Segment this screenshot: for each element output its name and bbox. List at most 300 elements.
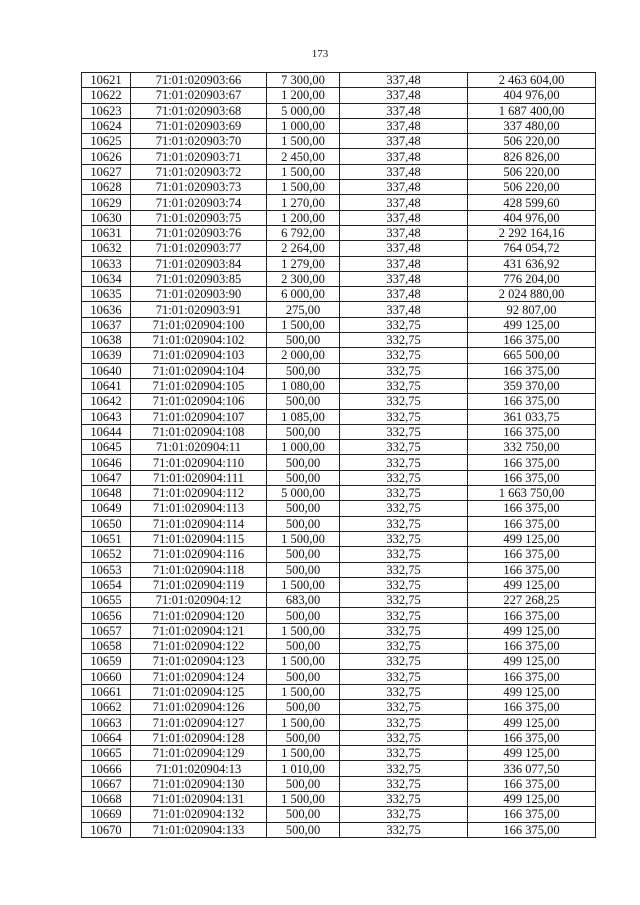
cadastral-number-cell: 71:01:020904:122: [131, 638, 267, 653]
value-cell: 2 024 880,00: [468, 287, 596, 302]
area-cell: 500,00: [267, 394, 340, 409]
area-cell: 1 200,00: [267, 210, 340, 225]
rate-cell: 332,75: [340, 669, 468, 684]
rate-cell: 332,75: [340, 638, 468, 653]
area-cell: 500,00: [267, 730, 340, 745]
row-number-cell: 10633: [82, 256, 131, 271]
rate-cell: 332,75: [340, 623, 468, 638]
area-cell: 1 279,00: [267, 256, 340, 271]
cadastral-number-cell: 71:01:020904:131: [131, 791, 267, 806]
table-row: [82, 225, 596, 240]
table-row: [82, 684, 596, 699]
area-cell: 1 000,00: [267, 118, 340, 133]
cadastral-number-cell: 71:01:020904:11: [131, 440, 267, 455]
cadastral-number-cell: 71:01:020903:84: [131, 256, 267, 271]
area-cell: 500,00: [267, 807, 340, 822]
row-number-cell: 10629: [82, 195, 131, 210]
table-row: [82, 654, 596, 669]
cadastral-number-cell: 71:01:020903:66: [131, 73, 267, 88]
row-number-cell: 10638: [82, 333, 131, 348]
area-cell: 500,00: [267, 333, 340, 348]
table-row: [82, 608, 596, 623]
table-row: [82, 807, 596, 822]
area-cell: 683,00: [267, 593, 340, 608]
table-row: [82, 486, 596, 501]
area-cell: 1 500,00: [267, 180, 340, 195]
table-row: [82, 776, 596, 791]
value-cell: 506 220,00: [468, 164, 596, 179]
row-number-cell: 10625: [82, 134, 131, 149]
row-number-cell: 10627: [82, 164, 131, 179]
row-number-cell: 10622: [82, 88, 131, 103]
table-row: [82, 363, 596, 378]
value-cell: 166 375,00: [468, 333, 596, 348]
row-number-cell: 10667: [82, 776, 131, 791]
cadastral-number-cell: 71:01:020904:108: [131, 424, 267, 439]
cadastral-number-cell: 71:01:020904:111: [131, 470, 267, 485]
value-cell: 166 375,00: [468, 424, 596, 439]
table-row: [82, 761, 596, 776]
rate-cell: 337,48: [340, 287, 468, 302]
rate-cell: 337,48: [340, 164, 468, 179]
cadastral-number-cell: 71:01:020903:71: [131, 149, 267, 164]
value-cell: 166 375,00: [468, 822, 596, 837]
area-cell: 500,00: [267, 608, 340, 623]
table-row: [82, 531, 596, 546]
value-cell: 166 375,00: [468, 547, 596, 562]
row-number-cell: 10636: [82, 302, 131, 317]
row-number-cell: 10641: [82, 378, 131, 393]
value-cell: 166 375,00: [468, 730, 596, 745]
table-row: [82, 424, 596, 439]
value-cell: 359 370,00: [468, 378, 596, 393]
rate-cell: 332,75: [340, 531, 468, 546]
value-cell: 506 220,00: [468, 180, 596, 195]
area-cell: 6 000,00: [267, 287, 340, 302]
value-cell: 499 125,00: [468, 623, 596, 638]
rate-cell: 332,75: [340, 684, 468, 699]
area-cell: 500,00: [267, 822, 340, 837]
row-number-cell: 10631: [82, 225, 131, 240]
cadastral-number-cell: 71:01:020904:107: [131, 409, 267, 424]
table-row: [82, 134, 596, 149]
cadastral-number-cell: 71:01:020904:124: [131, 669, 267, 684]
cadastral-number-cell: 71:01:020904:115: [131, 531, 267, 546]
rate-cell: 332,75: [340, 715, 468, 730]
value-cell: 337 480,00: [468, 118, 596, 133]
value-cell: 2 292 164,16: [468, 225, 596, 240]
area-cell: 500,00: [267, 700, 340, 715]
table-row: [82, 103, 596, 118]
value-cell: 166 375,00: [468, 807, 596, 822]
row-number-cell: 10632: [82, 241, 131, 256]
table-row: [82, 271, 596, 286]
rate-cell: 332,75: [340, 394, 468, 409]
row-number-cell: 10647: [82, 470, 131, 485]
area-cell: 500,00: [267, 501, 340, 516]
area-cell: 7 300,00: [267, 73, 340, 88]
value-cell: 92 807,00: [468, 302, 596, 317]
area-cell: 1 000,00: [267, 440, 340, 455]
row-number-cell: 10634: [82, 271, 131, 286]
cadastral-number-cell: 71:01:020904:102: [131, 333, 267, 348]
row-number-cell: 10651: [82, 531, 131, 546]
cadastral-number-cell: 71:01:020904:104: [131, 363, 267, 378]
table-row: [82, 378, 596, 393]
value-cell: 665 500,00: [468, 348, 596, 363]
row-number-cell: 10656: [82, 608, 131, 623]
cadastral-number-cell: 71:01:020903:75: [131, 210, 267, 225]
rate-cell: 332,75: [340, 608, 468, 623]
value-cell: 499 125,00: [468, 791, 596, 806]
table-row: [82, 180, 596, 195]
table-row: [82, 593, 596, 608]
rate-cell: 337,48: [340, 118, 468, 133]
row-number-cell: 10669: [82, 807, 131, 822]
rate-cell: 332,75: [340, 791, 468, 806]
row-number-cell: 10646: [82, 455, 131, 470]
cadastral-number-cell: 71:01:020904:106: [131, 394, 267, 409]
cadastral-number-cell: 71:01:020904:105: [131, 378, 267, 393]
table-row: [82, 333, 596, 348]
cadastral-number-cell: 71:01:020904:123: [131, 654, 267, 669]
row-number-cell: 10662: [82, 700, 131, 715]
rate-cell: 337,48: [340, 73, 468, 88]
row-number-cell: 10637: [82, 317, 131, 332]
cadastral-number-cell: 71:01:020903:90: [131, 287, 267, 302]
row-number-cell: 10664: [82, 730, 131, 745]
rate-cell: 337,48: [340, 210, 468, 225]
table-row: [82, 317, 596, 332]
row-number-cell: 10626: [82, 149, 131, 164]
rate-cell: 332,75: [340, 654, 468, 669]
cadastral-number-cell: 71:01:020904:127: [131, 715, 267, 730]
value-cell: 499 125,00: [468, 577, 596, 592]
rate-cell: 332,75: [340, 516, 468, 531]
value-cell: 499 125,00: [468, 715, 596, 730]
cadastral-number-cell: 71:01:020904:112: [131, 486, 267, 501]
cadastral-number-cell: 71:01:020903:68: [131, 103, 267, 118]
cadastral-number-cell: 71:01:020904:129: [131, 746, 267, 761]
area-cell: 500,00: [267, 455, 340, 470]
cadastral-number-cell: 71:01:020904:128: [131, 730, 267, 745]
row-number-cell: 10663: [82, 715, 131, 730]
row-number-cell: 10644: [82, 424, 131, 439]
table-row: [82, 700, 596, 715]
value-cell: 499 125,00: [468, 531, 596, 546]
value-cell: 506 220,00: [468, 134, 596, 149]
value-cell: 166 375,00: [468, 455, 596, 470]
row-number-cell: 10649: [82, 501, 131, 516]
rate-cell: 337,48: [340, 302, 468, 317]
cadastral-number-cell: 71:01:020903:67: [131, 88, 267, 103]
cadastral-number-cell: 71:01:020904:120: [131, 608, 267, 623]
table-row: [82, 164, 596, 179]
table-row: [82, 73, 596, 88]
value-cell: 499 125,00: [468, 317, 596, 332]
value-cell: 431 636,92: [468, 256, 596, 271]
area-cell: 6 792,00: [267, 225, 340, 240]
value-cell: 332 750,00: [468, 440, 596, 455]
cadastral-number-cell: 71:01:020903:73: [131, 180, 267, 195]
area-cell: 500,00: [267, 669, 340, 684]
area-cell: 2 264,00: [267, 241, 340, 256]
cadastral-number-cell: 71:01:020904:113: [131, 501, 267, 516]
table-row: [82, 715, 596, 730]
rate-cell: 332,75: [340, 822, 468, 837]
table-row: [82, 440, 596, 455]
table-row: [82, 302, 596, 317]
cadastral-number-cell: 71:01:020904:114: [131, 516, 267, 531]
table-row: [82, 455, 596, 470]
value-cell: 166 375,00: [468, 700, 596, 715]
cadastral-number-cell: 71:01:020903:85: [131, 271, 267, 286]
row-number-cell: 10640: [82, 363, 131, 378]
table-row: [82, 746, 596, 761]
value-cell: 227 268,25: [468, 593, 596, 608]
area-cell: 1 500,00: [267, 623, 340, 638]
area-cell: 1 085,00: [267, 409, 340, 424]
area-cell: 1 500,00: [267, 715, 340, 730]
value-cell: 1 663 750,00: [468, 486, 596, 501]
rate-cell: 332,75: [340, 746, 468, 761]
rate-cell: 337,48: [340, 134, 468, 149]
land-plot-table: [81, 72, 596, 838]
rate-cell: 337,48: [340, 180, 468, 195]
value-cell: 166 375,00: [468, 470, 596, 485]
row-number-cell: 10643: [82, 409, 131, 424]
value-cell: 166 375,00: [468, 501, 596, 516]
row-number-cell: 10628: [82, 180, 131, 195]
table-row: [82, 287, 596, 302]
table-row: [82, 88, 596, 103]
rate-cell: 332,75: [340, 470, 468, 485]
table-row: [82, 501, 596, 516]
cadastral-number-cell: 71:01:020903:69: [131, 118, 267, 133]
table-row: [82, 394, 596, 409]
row-number-cell: 10666: [82, 761, 131, 776]
area-cell: 500,00: [267, 776, 340, 791]
rate-cell: 332,75: [340, 348, 468, 363]
cadastral-number-cell: 71:01:020904:119: [131, 577, 267, 592]
area-cell: 1 500,00: [267, 791, 340, 806]
value-cell: 166 375,00: [468, 394, 596, 409]
area-cell: 2 450,00: [267, 149, 340, 164]
cadastral-number-cell: 71:01:020904:132: [131, 807, 267, 822]
table-row: [82, 516, 596, 531]
rate-cell: 332,75: [340, 700, 468, 715]
row-number-cell: 10623: [82, 103, 131, 118]
row-number-cell: 10660: [82, 669, 131, 684]
rate-cell: 332,75: [340, 333, 468, 348]
rate-cell: 337,48: [340, 271, 468, 286]
rate-cell: 337,48: [340, 195, 468, 210]
table-row: [82, 348, 596, 363]
area-cell: 1 500,00: [267, 134, 340, 149]
rate-cell: 332,75: [340, 424, 468, 439]
rate-cell: 332,75: [340, 593, 468, 608]
row-number-cell: 10655: [82, 593, 131, 608]
value-cell: 1 687 400,00: [468, 103, 596, 118]
rate-cell: 332,75: [340, 547, 468, 562]
rate-cell: 337,48: [340, 88, 468, 103]
row-number-cell: 10650: [82, 516, 131, 531]
table-row: [82, 470, 596, 485]
table-row: [82, 241, 596, 256]
row-number-cell: 10639: [82, 348, 131, 363]
rate-cell: 332,75: [340, 761, 468, 776]
row-number-cell: 10648: [82, 486, 131, 501]
value-cell: 166 375,00: [468, 562, 596, 577]
rate-cell: 332,75: [340, 317, 468, 332]
cadastral-number-cell: 71:01:020904:116: [131, 547, 267, 562]
rate-cell: 332,75: [340, 378, 468, 393]
value-cell: 2 463 604,00: [468, 73, 596, 88]
table-row: [82, 409, 596, 424]
area-cell: 1 500,00: [267, 654, 340, 669]
cadastral-number-cell: 71:01:020904:110: [131, 455, 267, 470]
value-cell: 776 204,00: [468, 271, 596, 286]
rate-cell: 332,75: [340, 730, 468, 745]
table-body: [82, 73, 596, 838]
value-cell: 166 375,00: [468, 363, 596, 378]
area-cell: 1 080,00: [267, 378, 340, 393]
value-cell: 764 054,72: [468, 241, 596, 256]
row-number-cell: 10621: [82, 73, 131, 88]
row-number-cell: 10661: [82, 684, 131, 699]
value-cell: 166 375,00: [468, 516, 596, 531]
rate-cell: 332,75: [340, 455, 468, 470]
value-cell: 428 599,60: [468, 195, 596, 210]
table-row: [82, 547, 596, 562]
page-number: 173: [311, 48, 329, 60]
area-cell: 500,00: [267, 638, 340, 653]
area-cell: 2 300,00: [267, 271, 340, 286]
value-cell: 499 125,00: [468, 654, 596, 669]
rate-cell: 332,75: [340, 486, 468, 501]
area-cell: 500,00: [267, 424, 340, 439]
area-cell: 1 500,00: [267, 746, 340, 761]
cadastral-number-cell: 71:01:020903:72: [131, 164, 267, 179]
value-cell: 166 375,00: [468, 638, 596, 653]
rate-cell: 337,48: [340, 225, 468, 240]
area-cell: 275,00: [267, 302, 340, 317]
rate-cell: 332,75: [340, 776, 468, 791]
table-row: [82, 149, 596, 164]
cadastral-number-cell: 71:01:020903:77: [131, 241, 267, 256]
area-cell: 500,00: [267, 470, 340, 485]
value-cell: 826 826,00: [468, 149, 596, 164]
table-row: [82, 623, 596, 638]
value-cell: 166 375,00: [468, 669, 596, 684]
cadastral-number-cell: 71:01:020904:13: [131, 761, 267, 776]
cadastral-number-cell: 71:01:020904:133: [131, 822, 267, 837]
rate-cell: 332,75: [340, 440, 468, 455]
row-number-cell: 10657: [82, 623, 131, 638]
rate-cell: 332,75: [340, 363, 468, 378]
cadastral-number-cell: 71:01:020904:12: [131, 593, 267, 608]
rate-cell: 337,48: [340, 103, 468, 118]
value-cell: 166 375,00: [468, 776, 596, 791]
rate-cell: 332,75: [340, 562, 468, 577]
table-row: [82, 577, 596, 592]
table-row: [82, 791, 596, 806]
value-cell: 499 125,00: [468, 746, 596, 761]
table-row: [82, 638, 596, 653]
row-number-cell: 10624: [82, 118, 131, 133]
cadastral-number-cell: 71:01:020904:121: [131, 623, 267, 638]
area-cell: 2 000,00: [267, 348, 340, 363]
area-cell: 1 270,00: [267, 195, 340, 210]
value-cell: 361 033,75: [468, 409, 596, 424]
rate-cell: 337,48: [340, 256, 468, 271]
row-number-cell: 10665: [82, 746, 131, 761]
cadastral-number-cell: 71:01:020904:118: [131, 562, 267, 577]
rate-cell: 332,75: [340, 577, 468, 592]
row-number-cell: 10652: [82, 547, 131, 562]
value-cell: 499 125,00: [468, 684, 596, 699]
rate-cell: 332,75: [340, 409, 468, 424]
rate-cell: 332,75: [340, 807, 468, 822]
rate-cell: 337,48: [340, 149, 468, 164]
table-row: [82, 822, 596, 837]
value-cell: 404 976,00: [468, 210, 596, 225]
cadastral-number-cell: 71:01:020904:103: [131, 348, 267, 363]
area-cell: 5 000,00: [267, 486, 340, 501]
row-number-cell: 10653: [82, 562, 131, 577]
cadastral-number-cell: 71:01:020903:91: [131, 302, 267, 317]
area-cell: 1 500,00: [267, 684, 340, 699]
row-number-cell: 10645: [82, 440, 131, 455]
rate-cell: 337,48: [340, 241, 468, 256]
row-number-cell: 10654: [82, 577, 131, 592]
cadastral-number-cell: 71:01:020904:125: [131, 684, 267, 699]
table-row: [82, 562, 596, 577]
value-cell: 404 976,00: [468, 88, 596, 103]
table-row: [82, 195, 596, 210]
row-number-cell: 10630: [82, 210, 131, 225]
area-cell: 500,00: [267, 516, 340, 531]
table-row: [82, 669, 596, 684]
cadastral-number-cell: 71:01:020903:70: [131, 134, 267, 149]
cadastral-number-cell: 71:01:020903:74: [131, 195, 267, 210]
area-cell: 1 500,00: [267, 164, 340, 179]
row-number-cell: 10670: [82, 822, 131, 837]
area-cell: 1 200,00: [267, 88, 340, 103]
area-cell: 1 010,00: [267, 761, 340, 776]
table-row: [82, 118, 596, 133]
area-cell: 5 000,00: [267, 103, 340, 118]
row-number-cell: 10635: [82, 287, 131, 302]
area-cell: 500,00: [267, 363, 340, 378]
table-row: [82, 210, 596, 225]
area-cell: 500,00: [267, 547, 340, 562]
rate-cell: 332,75: [340, 501, 468, 516]
cadastral-number-cell: 71:01:020904:130: [131, 776, 267, 791]
table-row: [82, 730, 596, 745]
cadastral-number-cell: 71:01:020903:76: [131, 225, 267, 240]
area-cell: 1 500,00: [267, 531, 340, 546]
cadastral-number-cell: 71:01:020904:100: [131, 317, 267, 332]
row-number-cell: 10668: [82, 791, 131, 806]
cadastral-number-cell: 71:01:020904:126: [131, 700, 267, 715]
area-cell: 500,00: [267, 562, 340, 577]
area-cell: 1 500,00: [267, 317, 340, 332]
row-number-cell: 10658: [82, 638, 131, 653]
value-cell: 166 375,00: [468, 608, 596, 623]
row-number-cell: 10642: [82, 394, 131, 409]
table-row: [82, 256, 596, 271]
